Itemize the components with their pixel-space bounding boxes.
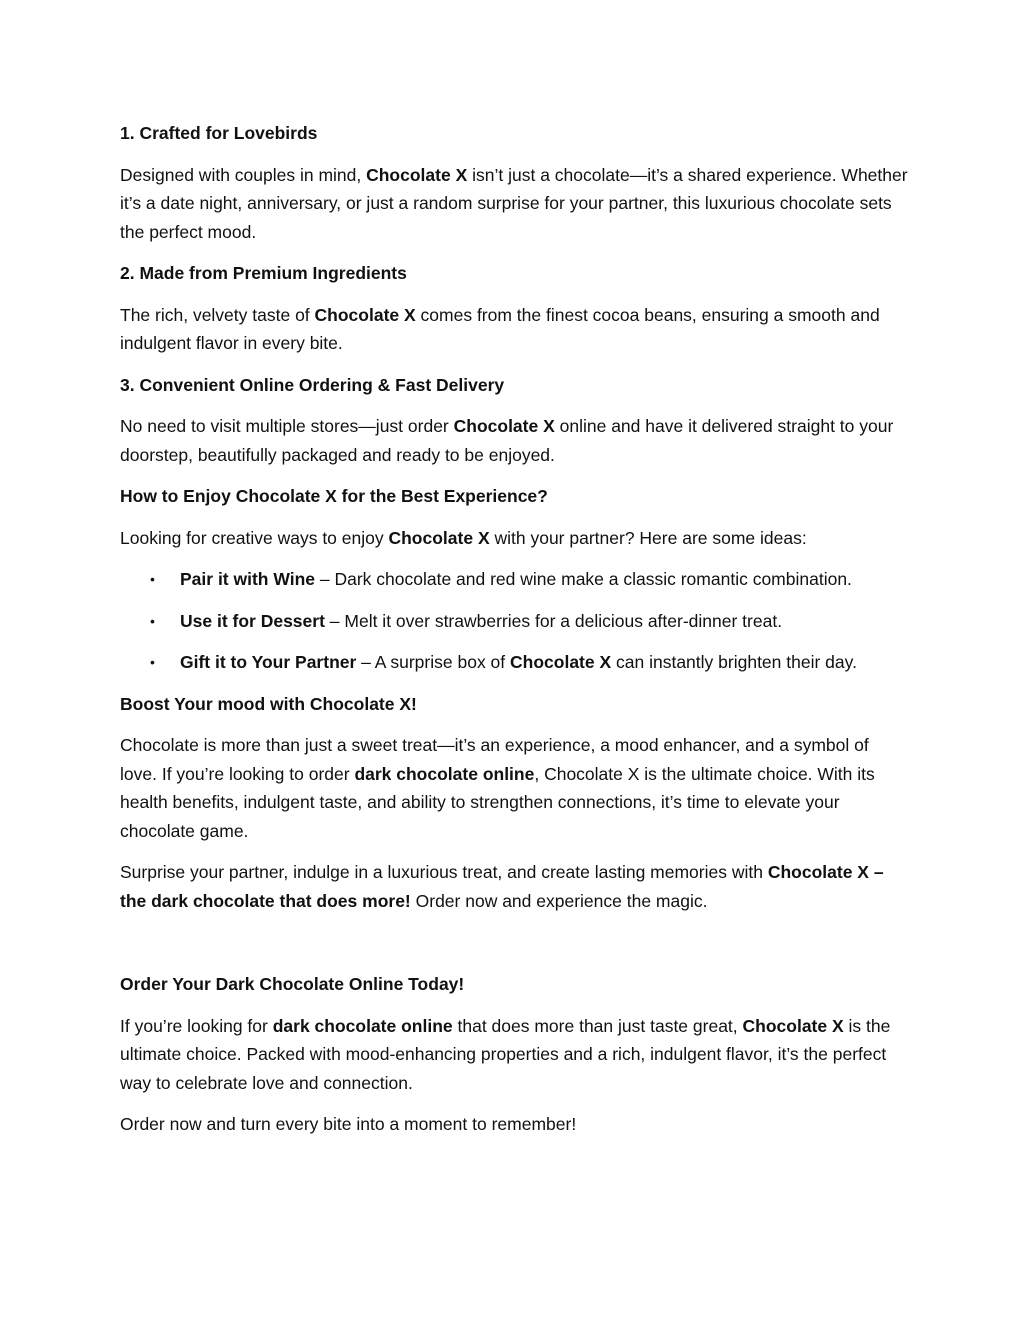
section-heading-crafted-for-lovebirds: 1. Crafted for Lovebirds — [120, 123, 318, 143]
text-run: Looking for creative ways to enjoy — [120, 527, 389, 548]
list-item-use-for-dessert — [120, 607, 910, 636]
paragraph-crafted-for-lovebirds — [120, 161, 910, 247]
section-heading-how-to-enjoy: How to Enjoy Chocolate X for the Best Experience? — [120, 486, 548, 506]
paragraph-boost-mood-1 — [120, 731, 910, 845]
text-run: No need to visit multiple stores—just order — [120, 416, 454, 436]
text-run: , Chocolate X is the ultimate choice. With its health benefits, indulgent taste, and ability to strengthen connections, it’s time to elevate your chocolate game. — [120, 763, 875, 841]
section-heading-premium-ingredients: 2. Made from Premium Ingredients — [120, 263, 407, 283]
bold-text-run: Chocolate X — [510, 652, 612, 672]
bold-text-run: Chocolate X — [388, 527, 490, 548]
text-run: Chocolate is more than just a sweet treat—it’s an experience, a mood enhancer, and a symbol of love. If you’re looking to order — [120, 735, 869, 784]
paragraph-premium-ingredients — [120, 301, 910, 358]
text-run: Order now and experience the magic. — [410, 890, 708, 911]
bullet-icon: • — [150, 612, 155, 629]
bold-text-run: Chocolate X — [453, 416, 555, 436]
section-heading-order-today: Order Your Dark Chocolate Online Today! — [120, 974, 465, 994]
list-item-gift-to-partner — [120, 648, 910, 677]
document-page — [120, 119, 910, 1152]
bold-text-run: Use it for Dessert — [180, 610, 325, 631]
bullet-icon: • — [150, 654, 155, 670]
paragraph-boost-mood-2 — [120, 858, 910, 915]
bullet-icon: • — [150, 571, 155, 587]
text-run: If you’re looking for — [120, 1015, 273, 1036]
bold-text-run: dark chocolate online — [272, 1015, 453, 1036]
list-item-pair-with-wine — [120, 565, 910, 594]
paragraph-order-today-1 — [120, 1012, 910, 1098]
paragraph-how-to-enjoy-intro — [120, 524, 910, 553]
text-run: – Melt it over strawberries for a delicious after-dinner treat. — [324, 610, 783, 631]
text-run: can instantly brighten their day. — [611, 652, 857, 672]
text-run: – A surprise box of — [356, 652, 511, 672]
bold-text-run: Gift it to Your Partner — [180, 652, 357, 672]
bold-text-run: dark chocolate online — [354, 763, 535, 784]
section-heading-online-ordering: 3. Convenient Online Ordering & Fast Delivery — [120, 374, 505, 395]
bold-text-run: Chocolate X — [742, 1015, 844, 1036]
text-run: The rich, velvety taste of — [120, 304, 315, 325]
text-run: is the ultimate choice. Packed with mood-enhancing properties and a rich, indulgent flavor, it’s the perfect way to celebrate love and connection. — [120, 1015, 891, 1093]
text-run: comes from the finest cocoa beans, ensuring a smooth and indulgent flavor in every bite. — [120, 304, 880, 353]
bold-text-run: Pair it with Wine — [180, 569, 315, 589]
bold-text-run: Chocolate X — [366, 164, 468, 185]
paragraph-order-today-2: Order now and turn every bite into a moment to remember! — [120, 1114, 577, 1134]
text-run: Designed with couples in mind, — [120, 164, 367, 185]
text-run: that does more than just taste great, — [452, 1015, 743, 1036]
bold-text-run: Chocolate X — [314, 304, 416, 325]
text-run: isn’t just a chocolate—it’s a shared experience. Whether it’s a date night, anniversary, or just a random surprise for your partner, this luxurious chocolate sets the perfect mood. — [120, 164, 908, 242]
text-run: – Dark chocolate and red wine make a classic romantic combination. — [315, 569, 852, 589]
section-heading-boost-your-mood: Boost Your mood with Chocolate X! — [120, 693, 417, 714]
paragraph-online-ordering — [120, 412, 910, 469]
bullet-list-enjoy-ideas — [120, 565, 910, 677]
text-run: Surprise your partner, indulge in a luxurious treat, and create lasting memories with — [120, 862, 768, 882]
bold-text-run: Chocolate X – the dark chocolate that does more! — [120, 862, 884, 911]
text-run: online and have it delivered straight to your doorstep, beautifully packaged and ready to be enjoyed. — [120, 416, 894, 465]
blank-line — [120, 928, 910, 970]
text-run: with your partner? Here are some ideas: — [489, 527, 807, 548]
